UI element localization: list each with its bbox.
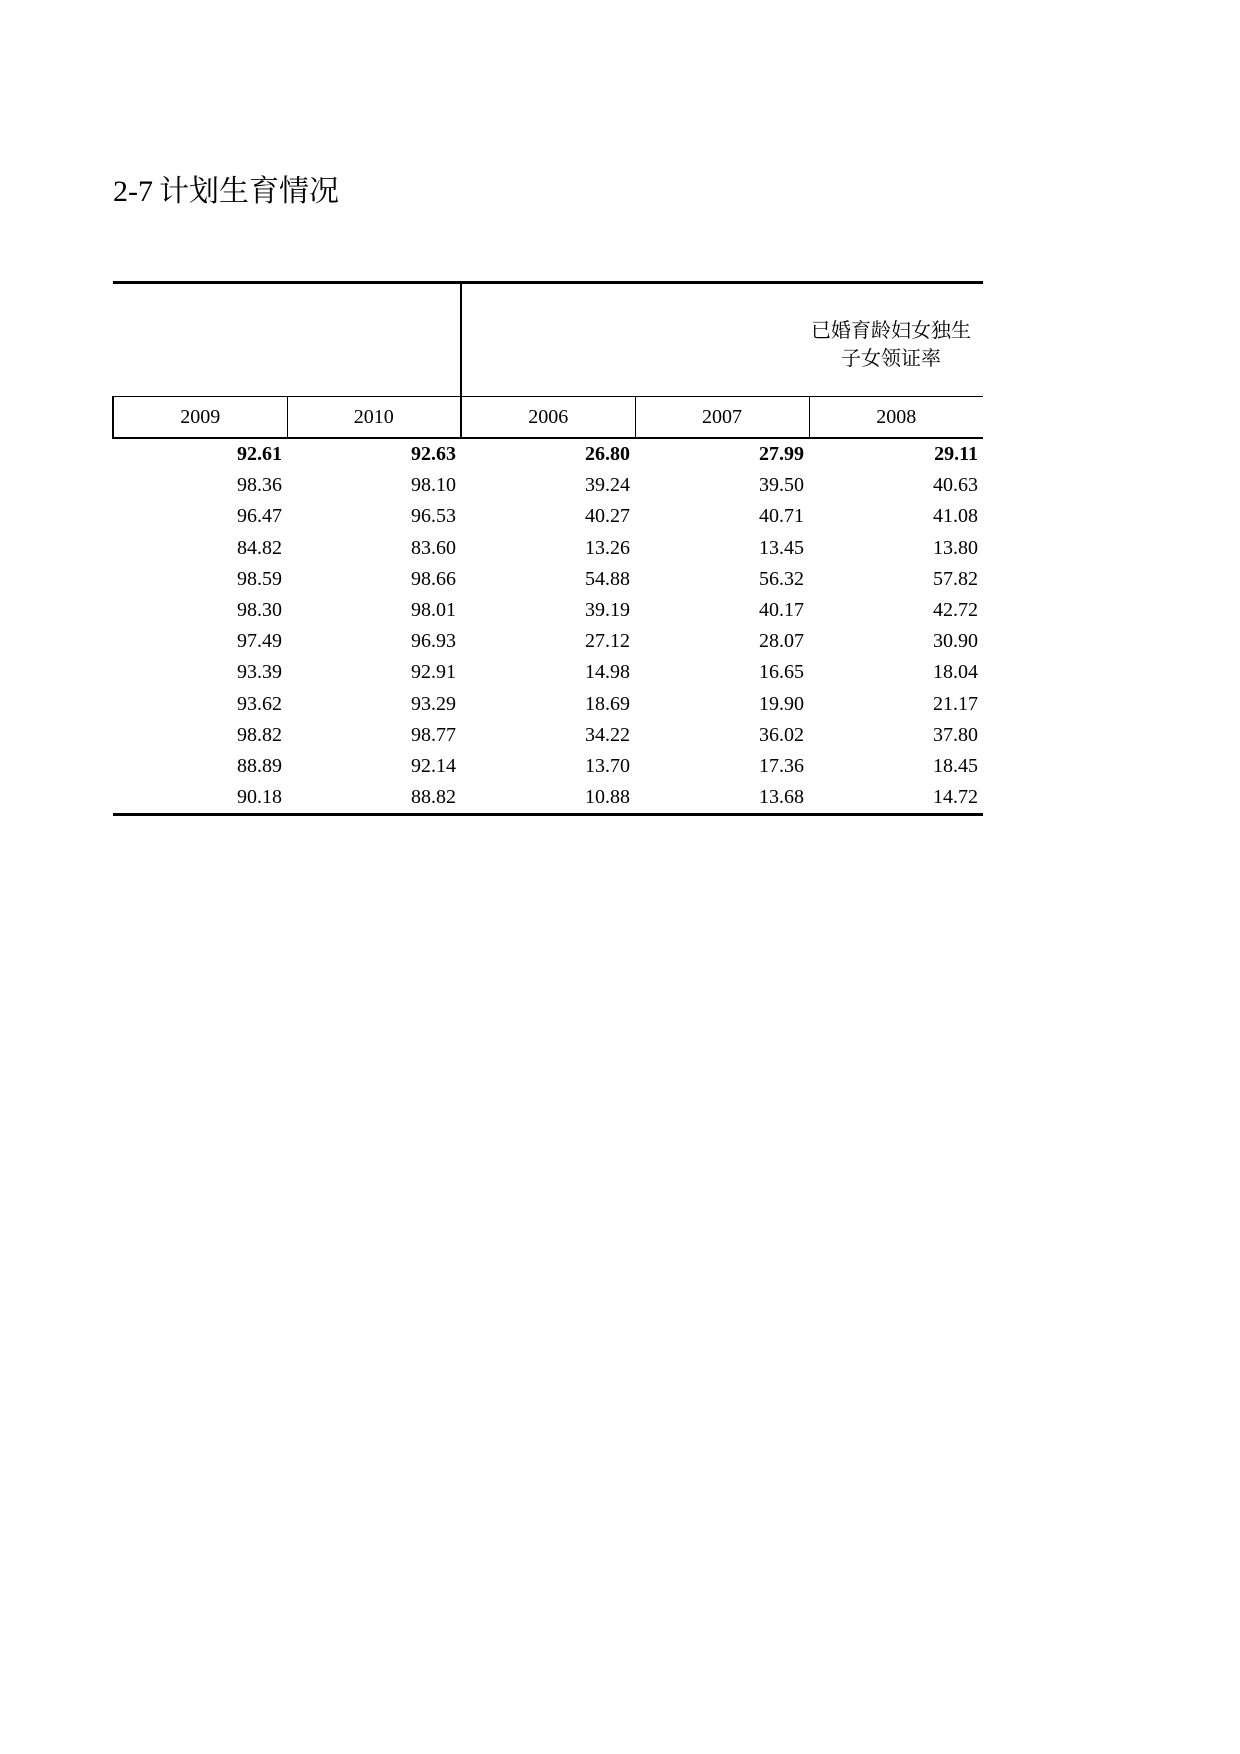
table-row: [113, 533, 983, 564]
table-cell: 13.70: [585, 754, 630, 777]
table-cell: 17.36: [759, 754, 804, 777]
table-cell: 37.80: [933, 723, 978, 746]
table-row: [113, 657, 983, 688]
table-cell: 34.22: [585, 723, 630, 746]
table-cell: 39.19: [585, 599, 630, 622]
table-row: [113, 470, 983, 501]
table-cell: 97.49: [237, 630, 282, 653]
table-cell: 93.39: [237, 661, 282, 684]
table-row: [113, 782, 983, 815]
table-cell: 98.59: [237, 567, 282, 590]
table-cell: 27.12: [585, 630, 630, 653]
table-cell: 54.88: [585, 567, 630, 590]
data-table-container: [112, 281, 982, 816]
table-row: [113, 689, 983, 720]
group-header-line2: 子女领证率: [841, 346, 941, 370]
table-row: [113, 501, 983, 532]
table-cell: 98.01: [411, 599, 456, 622]
table-row: [113, 751, 983, 782]
table-cell: 40.17: [759, 599, 804, 622]
table-cell: 21.17: [933, 692, 978, 715]
table-cell: 90.18: [113, 782, 287, 815]
family-planning-table: [112, 281, 983, 816]
table-cell: 26.80: [585, 443, 630, 466]
table-cell: 18.69: [585, 692, 630, 715]
year-header-cell: 2007: [635, 397, 809, 439]
table-cell: 40.63: [933, 474, 978, 497]
table-cell: 36.02: [759, 723, 804, 746]
table-cell: 39.24: [585, 474, 630, 497]
group-header-certificate-rate: [461, 283, 983, 397]
table-cell: 92.63: [411, 443, 456, 466]
table-cell: 19.90: [759, 692, 804, 715]
table-row: [113, 720, 983, 751]
table-cell: 13.68: [635, 782, 809, 815]
table-cell: 18.04: [933, 661, 978, 684]
group-header-label: [462, 284, 983, 372]
table-cell: 83.60: [411, 536, 456, 559]
table-cell: 98.36: [237, 474, 282, 497]
table-row: [113, 564, 983, 595]
table-cell: 92.14: [411, 754, 456, 777]
table-cell: 18.45: [933, 754, 978, 777]
year-header-cell: 2006: [461, 397, 635, 439]
table-cell: 98.82: [237, 723, 282, 746]
table-row: [113, 595, 983, 626]
table-cell: 92.91: [411, 661, 456, 684]
table-cell: 84.82: [237, 536, 282, 559]
table-cell: 16.65: [759, 661, 804, 684]
table-cell: 98.77: [411, 723, 456, 746]
table-cell: 29.11: [934, 443, 978, 466]
table-row-total: [113, 438, 983, 470]
group-header-left: [113, 283, 461, 397]
table-cell: 30.90: [933, 630, 978, 653]
table-number: 2-7: [113, 175, 153, 208]
table-cell: 10.88: [461, 782, 635, 815]
table-cell: 13.80: [933, 536, 978, 559]
table-cell: 14.98: [585, 661, 630, 684]
table-cell: 93.62: [237, 692, 282, 715]
table-cell: 98.66: [411, 567, 456, 590]
table-cell: 40.71: [759, 505, 804, 528]
table-cell: 96.93: [411, 630, 456, 653]
table-cell: 28.07: [759, 630, 804, 653]
year-header-cell: 2009: [113, 397, 287, 439]
table-cell: 13.45: [759, 536, 804, 559]
table-cell: 42.72: [933, 599, 978, 622]
table-cell: 93.29: [411, 692, 456, 715]
table-cell: 98.30: [237, 599, 282, 622]
year-header-cell: 2008: [809, 397, 983, 439]
year-header-row: [113, 397, 983, 439]
table-cell: 92.61: [237, 443, 282, 466]
table-cell: 57.82: [933, 567, 978, 590]
table-row: [113, 626, 983, 657]
table-cell: 98.10: [411, 474, 456, 497]
table-cell: 40.27: [585, 505, 630, 528]
table-cell: 96.53: [411, 505, 456, 528]
table-cell: 14.72: [809, 782, 983, 815]
table-title: 计划生育情况: [159, 174, 339, 209]
year-header-cell: 2010: [287, 397, 461, 439]
table-cell: 39.50: [759, 474, 804, 497]
group-header-row: [113, 283, 983, 397]
table-cell: 27.99: [759, 443, 804, 466]
table-cell: 88.89: [237, 754, 282, 777]
table-cell: 88.82: [287, 782, 461, 815]
table-cell: 56.32: [759, 567, 804, 590]
table-cell: 13.26: [585, 536, 630, 559]
group-header-line1: 已婚育龄妇女独生: [811, 318, 971, 342]
table-cell: 41.08: [933, 505, 978, 528]
table-body: [113, 438, 983, 815]
page-title: [113, 172, 339, 212]
table-cell: 96.47: [237, 505, 282, 528]
